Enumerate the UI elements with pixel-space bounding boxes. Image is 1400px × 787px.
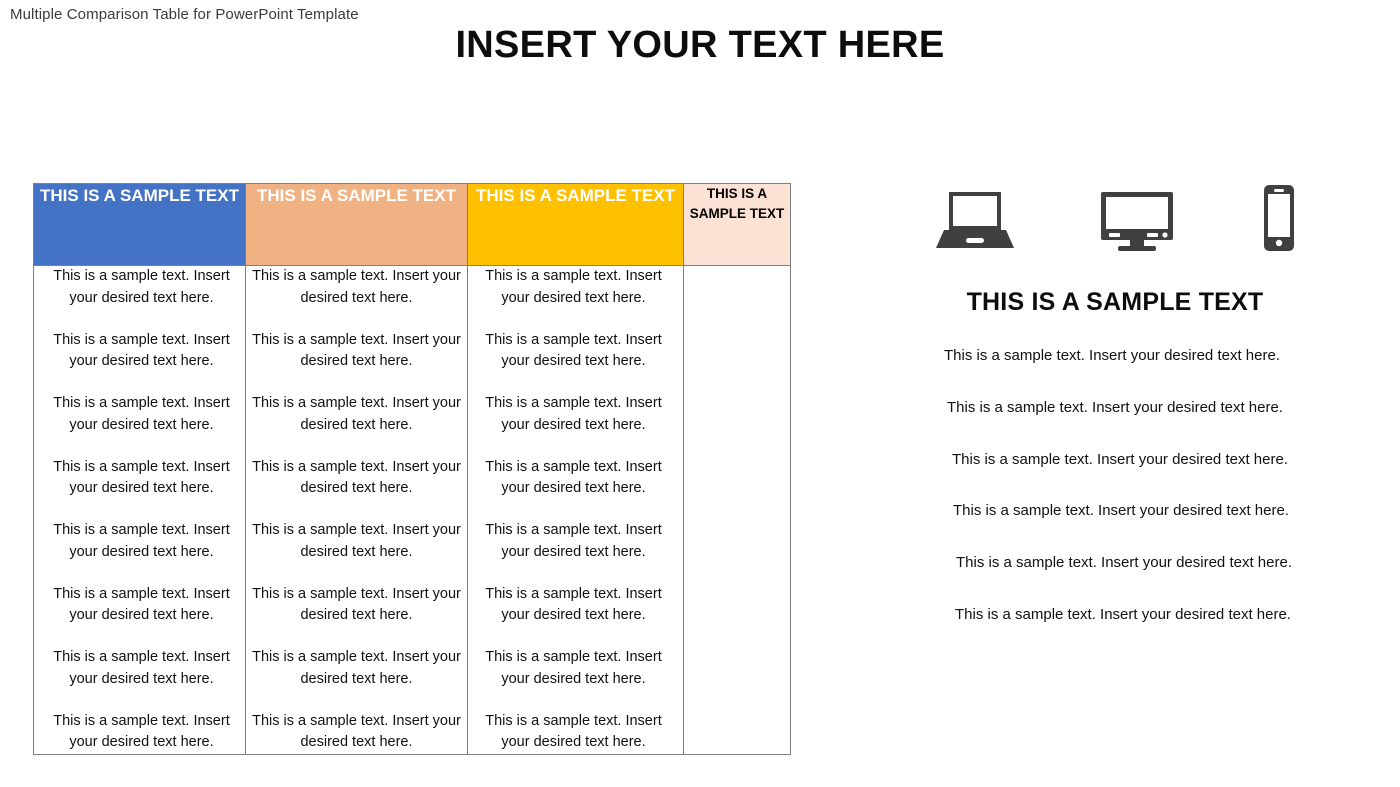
table-body-row: [34, 266, 791, 755]
table-body-cell-2[interactable]: [246, 266, 468, 755]
cell-paragraph: This is a sample text. Insert your desired text here.: [485, 331, 662, 370]
cell-paragraph: This is a sample text. Insert your desired text here.: [53, 268, 230, 306]
laptop-icon: [935, 190, 1015, 252]
right-panel-paragraph-list: [880, 345, 1350, 626]
cell-paragraph: This is a sample text. Insert your desired text here.: [485, 522, 662, 560]
cell-paragraph: This is a sample text. Insert your desired text here.: [485, 712, 662, 751]
cell-paragraph: This is a sample text. Insert your desired text here.: [53, 712, 230, 751]
cell-paragraph: This is a sample text. Insert your desired text here.: [53, 331, 230, 370]
cell-paragraph: This is a sample text. Insert your desired text here.: [485, 585, 662, 624]
cell-paragraph: This is a sample text. Insert your desired text here.: [53, 649, 230, 687]
cell-paragraph: This is a sample text. Insert your desired text here.: [53, 585, 230, 624]
cell-paragraph: This is a sample text. Insert your desired text here.: [252, 522, 461, 560]
table-header-cell-1[interactable]: THIS IS A SAMPLE TEXT: [34, 184, 246, 266]
device-icon-row: [880, 180, 1350, 252]
cell-paragraph: This is a sample text. Insert your desired text here.: [485, 395, 662, 433]
right-panel: [880, 180, 1350, 626]
table-header-cell-4[interactable]: THIS IS A SAMPLE TEXT: [684, 184, 791, 266]
cell-paragraph: This is a sample text. Insert your desired text here.: [252, 712, 461, 751]
panel-paragraph: This is a sample text. Insert your desired text here.: [956, 554, 1292, 571]
panel-paragraph: This is a sample text. Insert your desired text here.: [955, 605, 1291, 623]
comparison-table: [33, 183, 791, 755]
cell-paragraph: This is a sample text. Insert your desired text here.: [252, 649, 461, 687]
breadcrumb: Multiple Comparison Table for PowerPoint Template: [10, 6, 359, 23]
cell-paragraph: This is a sample text. Insert your desired text here.: [252, 268, 461, 306]
right-panel-heading: THIS IS A SAMPLE TEXT: [966, 288, 1264, 316]
page-title: INSERT YOUR TEXT HERE: [455, 24, 945, 66]
cell-paragraph: This is a sample text. Insert your desired text here.: [53, 395, 230, 433]
cell-paragraph: This is a sample text. Insert your desired text here.: [485, 268, 662, 306]
panel-paragraph: This is a sample text. Insert your desired text here.: [944, 347, 1280, 364]
table-body-cell-1[interactable]: [34, 266, 246, 755]
table-header-cell-2[interactable]: THIS IS A SAMPLE TEXT: [246, 184, 468, 266]
panel-paragraph: This is a sample text. Insert your desired text here.: [952, 450, 1288, 468]
cell-paragraph: This is a sample text. Insert your desired text here.: [252, 395, 461, 433]
cell-paragraph: This is a sample text. Insert your desired text here.: [252, 331, 461, 370]
cell-paragraph: This is a sample text. Insert your desired text here.: [53, 522, 230, 560]
panel-paragraph: This is a sample text. Insert your desired text here.: [953, 502, 1289, 520]
desktop-monitor-icon: [1097, 190, 1177, 252]
cell-paragraph: This is a sample text. Insert your desired text here.: [252, 585, 461, 624]
table-body-cell-3[interactable]: [468, 266, 684, 755]
cell-paragraph: This is a sample text. Insert your desired text here.: [53, 458, 230, 497]
smartphone-icon: [1259, 184, 1299, 252]
cell-paragraph: This is a sample text. Insert your desired text here.: [485, 649, 662, 687]
table-header-row: [34, 184, 791, 266]
table-header-cell-3[interactable]: THIS IS A SAMPLE TEXT: [468, 184, 684, 266]
cell-paragraph: This is a sample text. Insert your desired text here.: [252, 458, 461, 497]
cell-paragraph: This is a sample text. Insert your desired text here.: [485, 458, 662, 497]
panel-paragraph: This is a sample text. Insert your desired text here.: [947, 398, 1283, 416]
table-body-cell-4[interactable]: [684, 266, 791, 755]
